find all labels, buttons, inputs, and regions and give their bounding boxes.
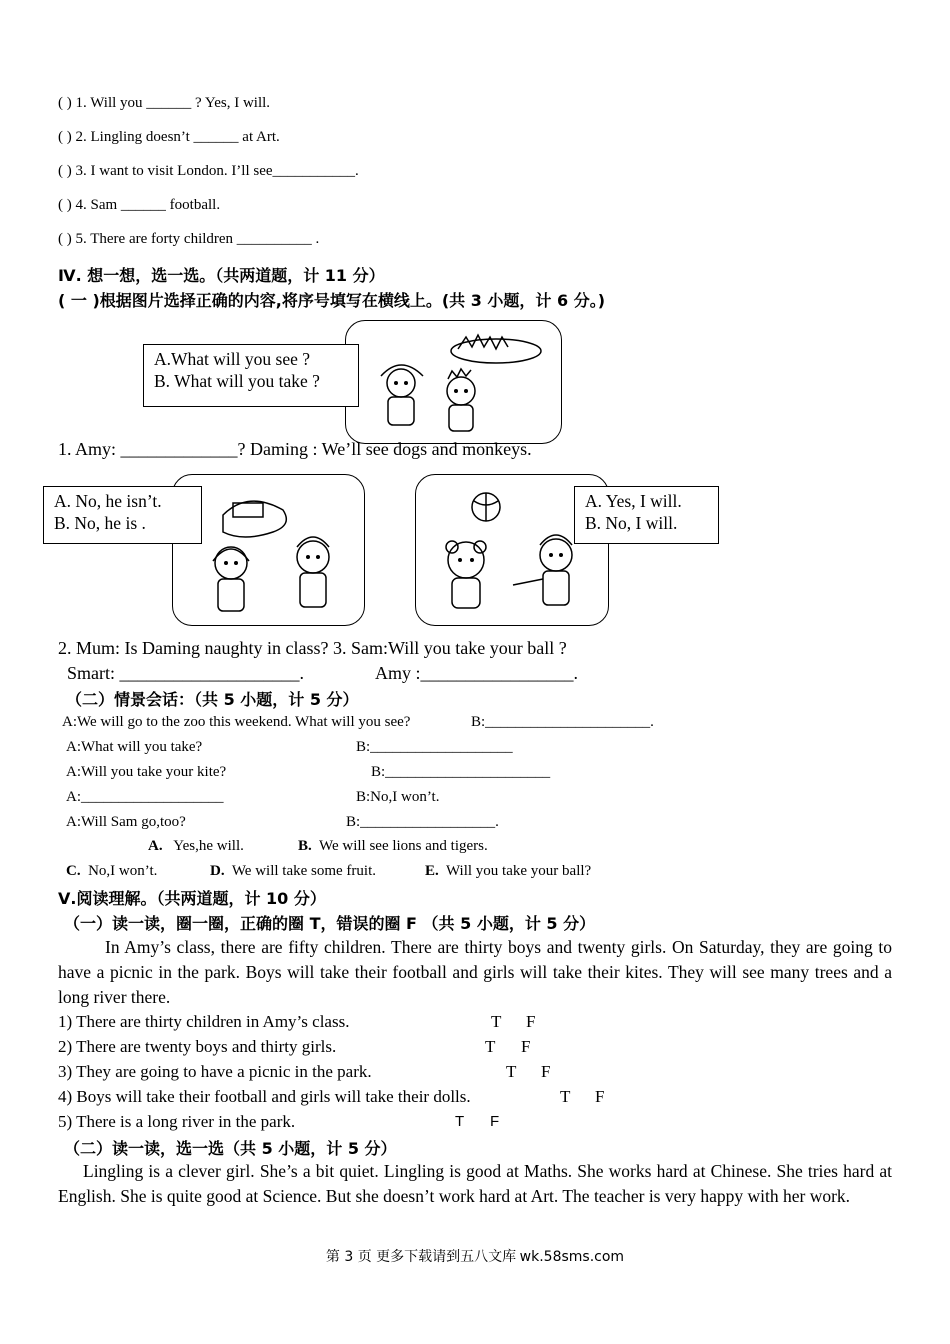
statement-4: 4) Boys will take their football and girls will take their dolls. [58,1087,471,1106]
q1-line: 1. Amy: _____________? Daming : We’ll see dogs and monkeys. [58,439,532,459]
passage-2: Lingling is a clever girl. She’s a bit quiet. Lingling is good at Maths. She works hard at Chinese. She tries hard at English. She is quite good at Science. But she doesn’t work hard at Art. The teacher is very happy with her work. [58,1161,892,1206]
section-4-sub1: ( 一 )根据图片选择正确的内容,将序号填写在横线上。(共 3 小题，计 6 分。) [58,291,606,310]
list-item: ( ) 4. Sam ______ football. [58,197,221,213]
section-5-sub2: （二）读一读，选一选（共 5 小题，计 5 分） [64,1139,397,1158]
footer-site[interactable]: wk.58sms.com [519,1249,625,1265]
true-option[interactable]: T [485,1037,496,1056]
dialog-line-a: A:We will go to the zoo this weekend. What will you see? [62,714,411,730]
false-option[interactable]: F [490,1113,500,1130]
true-option[interactable]: T [491,1012,502,1031]
footer-page: 第 3 页 更多下载请到五八文库 [325,1249,517,1265]
list-item: ( ) 2. Lingling doesn’t ______ at Art. [58,129,280,145]
list-item: ( ) 5. There are forty children __________ . [58,231,320,247]
q3-answer-line: Amy :_________________. [375,663,579,683]
q2-option-a: A. No, he isn’t. [54,491,162,511]
list-item: ( ) 1. Will you ______ ? Yes, I will. [58,95,271,111]
false-option[interactable]: F [526,1012,536,1031]
passage-1: In Amy’s class, there are fifty children. There are thirty boys and twenty girls. On Saturday, they are going to have a picnic in the park. Boys will take their football and girls will take their kites. They will see many trees and a long river there. [58,937,892,1007]
q3-option-b: B. No, I will. [585,513,678,533]
true-option[interactable]: T [560,1087,571,1106]
q2-answer-line: Smart: ____________________. [67,663,304,683]
statement-2: 2) There are twenty boys and thirty girls. [58,1037,337,1056]
choice-d: D. We will take some fruit. [210,863,376,879]
dialog-line-b: B:______________________. [471,714,654,730]
true-option[interactable]: T [506,1062,517,1081]
choice-a: A. Yes,he will. [148,838,244,854]
dialog-line-b: B:___________________ [356,739,513,755]
q1-option-a: A.What will you see ? [154,349,310,369]
section-5-title: Ⅴ.阅读理解。（共两道题，计 10 分） [58,889,326,908]
choice-b: B. We will see lions and tigers. [298,838,488,854]
q1-options-box [143,344,359,407]
dialog-line-a: A:Will you take your kite? [66,764,227,780]
false-option[interactable]: F [595,1087,605,1106]
q3-option-a: A. Yes, I will. [585,491,682,511]
page-footer [0,1246,950,1266]
dialog-line-a: A:___________________ [66,789,224,805]
dialog-line-b: B:No,I won’t. [356,789,440,805]
q2-options-box [43,486,202,544]
dialog-line-a: A:Will Sam go,too? [66,814,186,830]
statement-5: 5) There is a long river in the park. [58,1112,296,1131]
dialog-line-a: A:What will you take? [66,739,203,755]
q3-options-box [574,486,719,544]
true-option[interactable]: T [455,1113,465,1130]
choice-e: E. Will you take your ball? [425,863,592,879]
list-item: ( ) 3. I want to visit London. I’ll see___________. [58,163,359,179]
section-4-sub2: （二）情景会话：（共 5 小题，计 5 分） [66,690,359,709]
statement-3: 3) They are going to have a picnic in the park. [58,1062,372,1081]
children-zoo-illustration [346,321,561,443]
dialog-line-b: B:__________________. [346,814,499,830]
q2-option-b: B. No, he is . [54,513,146,533]
false-option[interactable]: F [521,1037,531,1056]
section-4-title: Ⅳ. 想一想，选一选。（共两道题，计 11 分） [58,266,385,285]
picture-frame-1 [345,320,562,444]
dialog-line-b: B:______________________ [371,764,551,780]
q1-option-b: B. What will you take ? [154,371,320,391]
false-option[interactable]: F [541,1062,551,1081]
statement-1: 1) There are thirty children in Amy’s class. [58,1012,350,1031]
q2-q3-line: 2. Mum: Is Daming naughty in class? 3. Sam:Will you take your ball ? [58,638,567,658]
section-5-sub1: （一）读一读，圈一圈，正确的圈 T，错误的圈 F （共 5 小题，计 5 分） [64,914,596,933]
choice-c: C. No,I won’t. [66,863,158,879]
